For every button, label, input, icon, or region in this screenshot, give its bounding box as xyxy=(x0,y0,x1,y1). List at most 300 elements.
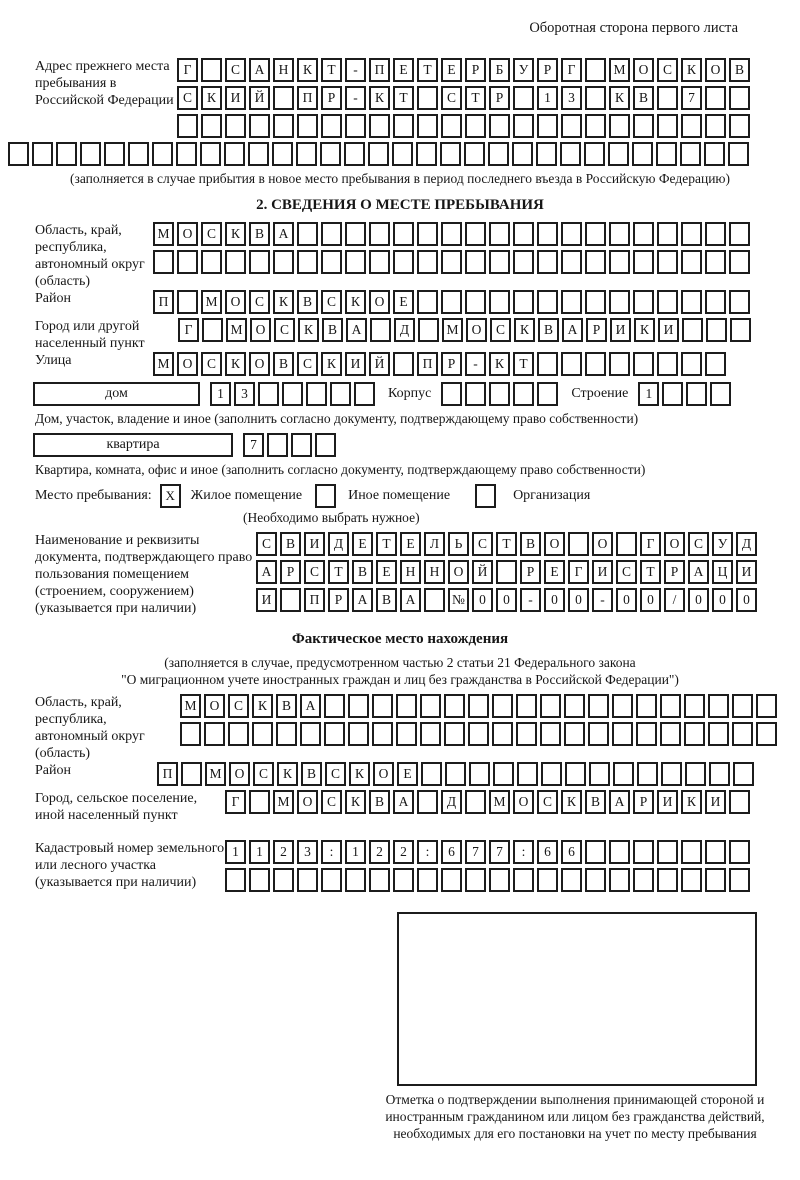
char-cell[interactable] xyxy=(249,868,270,892)
char-cell[interactable]: 1 xyxy=(537,86,558,110)
char-cell[interactable] xyxy=(489,222,510,246)
char-cell[interactable]: 2 xyxy=(393,840,414,864)
char-cell[interactable]: 1 xyxy=(638,382,659,406)
char-cell[interactable]: 6 xyxy=(441,840,462,864)
char-cell[interactable] xyxy=(420,694,441,718)
char-cell[interactable]: В xyxy=(280,532,301,556)
char-cell[interactable] xyxy=(369,868,390,892)
char-cell[interactable]: О xyxy=(592,532,613,556)
char-cell[interactable] xyxy=(633,352,654,376)
char-cell[interactable] xyxy=(372,722,393,746)
checkbox-other-premises[interactable] xyxy=(315,484,336,508)
char-cell[interactable]: Е xyxy=(376,560,397,584)
char-cell[interactable] xyxy=(321,114,342,138)
char-cell[interactable] xyxy=(345,868,366,892)
char-cell[interactable] xyxy=(684,722,705,746)
char-cell[interactable]: А xyxy=(609,790,630,814)
char-cell[interactable] xyxy=(249,790,270,814)
char-cell[interactable]: О xyxy=(250,318,271,342)
char-cell[interactable]: Р xyxy=(328,588,349,612)
char-cell[interactable]: 1 xyxy=(345,840,366,864)
char-cell[interactable]: В xyxy=(322,318,343,342)
char-cell[interactable]: О xyxy=(664,532,685,556)
char-cell[interactable] xyxy=(372,694,393,718)
char-cell[interactable]: С xyxy=(201,222,222,246)
char-cell[interactable] xyxy=(565,762,586,786)
char-cell[interactable] xyxy=(705,290,726,314)
char-cell[interactable]: Й xyxy=(472,560,493,584)
char-cell[interactable]: О xyxy=(448,560,469,584)
char-cell[interactable]: 1 xyxy=(210,382,231,406)
char-cell[interactable]: К xyxy=(489,352,510,376)
char-cell[interactable]: К xyxy=(277,762,298,786)
char-cell[interactable]: 0 xyxy=(472,588,493,612)
char-cell[interactable]: О xyxy=(466,318,487,342)
char-cell[interactable] xyxy=(633,840,654,864)
char-cell[interactable]: С xyxy=(201,352,222,376)
char-cell[interactable]: С xyxy=(688,532,709,556)
char-cell[interactable]: С xyxy=(321,290,342,314)
char-cell[interactable]: 0 xyxy=(640,588,661,612)
char-cell[interactable] xyxy=(564,722,585,746)
char-cell[interactable] xyxy=(633,222,654,246)
char-cell[interactable]: М xyxy=(226,318,247,342)
char-cell[interactable] xyxy=(633,250,654,274)
char-cell[interactable] xyxy=(417,868,438,892)
char-cell[interactable] xyxy=(469,762,490,786)
char-cell[interactable] xyxy=(616,532,637,556)
char-cell[interactable] xyxy=(705,86,726,110)
char-cell[interactable]: С xyxy=(228,694,249,718)
char-cell[interactable] xyxy=(276,722,297,746)
char-cell[interactable] xyxy=(128,142,149,166)
char-cell[interactable] xyxy=(421,762,442,786)
char-cell[interactable] xyxy=(561,114,582,138)
char-cell[interactable]: Р xyxy=(489,86,510,110)
char-cell[interactable]: : xyxy=(417,840,438,864)
char-cell[interactable]: Р xyxy=(586,318,607,342)
char-cell[interactable]: Т xyxy=(328,560,349,584)
char-cell[interactable] xyxy=(417,114,438,138)
char-cell[interactable] xyxy=(441,868,462,892)
char-cell[interactable]: К xyxy=(345,290,366,314)
char-cell[interactable] xyxy=(537,382,558,406)
char-cell[interactable] xyxy=(657,250,678,274)
char-cell[interactable]: М xyxy=(442,318,463,342)
char-cell[interactable] xyxy=(732,722,753,746)
char-cell[interactable]: Т xyxy=(417,58,438,82)
char-cell[interactable]: 3 xyxy=(561,86,582,110)
char-cell[interactable] xyxy=(249,250,270,274)
char-cell[interactable] xyxy=(465,222,486,246)
char-cell[interactable] xyxy=(513,250,534,274)
char-cell[interactable] xyxy=(181,762,202,786)
char-cell[interactable] xyxy=(585,840,606,864)
char-cell[interactable] xyxy=(609,114,630,138)
char-cell[interactable] xyxy=(177,290,198,314)
char-cell[interactable]: И xyxy=(225,86,246,110)
char-cell[interactable]: 7 xyxy=(681,86,702,110)
char-cell[interactable]: И xyxy=(736,560,757,584)
char-cell[interactable]: К xyxy=(225,352,246,376)
char-cell[interactable] xyxy=(417,222,438,246)
char-cell[interactable] xyxy=(681,114,702,138)
char-cell[interactable]: Т xyxy=(321,58,342,82)
char-cell[interactable] xyxy=(348,722,369,746)
char-cell[interactable] xyxy=(393,250,414,274)
char-cell[interactable]: С xyxy=(321,790,342,814)
char-cell[interactable] xyxy=(729,222,750,246)
char-cell[interactable] xyxy=(345,114,366,138)
char-cell[interactable] xyxy=(657,114,678,138)
char-cell[interactable] xyxy=(444,722,465,746)
char-cell[interactable] xyxy=(465,290,486,314)
char-cell[interactable]: П xyxy=(417,352,438,376)
char-cell[interactable] xyxy=(568,532,589,556)
char-cell[interactable]: А xyxy=(688,560,709,584)
char-cell[interactable] xyxy=(588,722,609,746)
char-cell[interactable]: С xyxy=(225,58,246,82)
char-cell[interactable]: В xyxy=(520,532,541,556)
char-cell[interactable]: И xyxy=(345,352,366,376)
char-cell[interactable] xyxy=(656,142,677,166)
char-cell[interactable]: К xyxy=(321,352,342,376)
char-cell[interactable] xyxy=(708,694,729,718)
char-cell[interactable] xyxy=(201,114,222,138)
char-cell[interactable]: Р xyxy=(664,560,685,584)
char-cell[interactable]: В xyxy=(276,694,297,718)
char-cell[interactable]: Ь xyxy=(448,532,469,556)
char-cell[interactable] xyxy=(225,868,246,892)
char-cell[interactable]: Е xyxy=(400,532,421,556)
char-cell[interactable] xyxy=(368,142,389,166)
char-cell[interactable] xyxy=(686,382,707,406)
char-cell[interactable] xyxy=(537,868,558,892)
char-cell[interactable]: М xyxy=(609,58,630,82)
char-cell[interactable] xyxy=(417,86,438,110)
char-cell[interactable]: С xyxy=(304,560,325,584)
char-cell[interactable] xyxy=(661,762,682,786)
char-cell[interactable] xyxy=(441,114,462,138)
char-cell[interactable] xyxy=(204,722,225,746)
char-cell[interactable] xyxy=(321,250,342,274)
char-cell[interactable]: В xyxy=(297,290,318,314)
char-cell[interactable] xyxy=(348,694,369,718)
char-cell[interactable]: М xyxy=(273,790,294,814)
char-cell[interactable] xyxy=(393,352,414,376)
char-cell[interactable]: В xyxy=(301,762,322,786)
char-cell[interactable]: К xyxy=(273,290,294,314)
char-cell[interactable] xyxy=(681,840,702,864)
char-cell[interactable]: Р xyxy=(321,86,342,110)
char-cell[interactable] xyxy=(633,114,654,138)
char-cell[interactable]: А xyxy=(346,318,367,342)
char-cell[interactable]: Г xyxy=(177,58,198,82)
char-cell[interactable] xyxy=(517,762,538,786)
char-cell[interactable]: К xyxy=(609,86,630,110)
char-cell[interactable]: А xyxy=(352,588,373,612)
char-cell[interactable] xyxy=(420,722,441,746)
char-cell[interactable] xyxy=(728,142,749,166)
char-cell[interactable] xyxy=(417,290,438,314)
char-cell[interactable]: М xyxy=(489,790,510,814)
char-cell[interactable] xyxy=(660,722,681,746)
char-cell[interactable]: Д xyxy=(328,532,349,556)
char-cell[interactable] xyxy=(8,142,29,166)
char-cell[interactable]: Т xyxy=(465,86,486,110)
char-cell[interactable] xyxy=(710,382,731,406)
char-cell[interactable]: А xyxy=(562,318,583,342)
char-cell[interactable] xyxy=(708,722,729,746)
char-cell[interactable]: Т xyxy=(393,86,414,110)
char-cell[interactable]: С xyxy=(274,318,295,342)
char-cell[interactable]: 1 xyxy=(249,840,270,864)
char-cell[interactable] xyxy=(369,222,390,246)
char-cell[interactable] xyxy=(224,142,245,166)
char-cell[interactable]: Е xyxy=(544,560,565,584)
char-cell[interactable] xyxy=(561,250,582,274)
char-cell[interactable] xyxy=(705,222,726,246)
char-cell[interactable]: В xyxy=(352,560,373,584)
char-cell[interactable] xyxy=(489,382,510,406)
char-cell[interactable]: Е xyxy=(393,290,414,314)
char-cell[interactable] xyxy=(465,790,486,814)
char-cell[interactable] xyxy=(444,694,465,718)
char-cell[interactable] xyxy=(252,722,273,746)
char-cell[interactable] xyxy=(705,114,726,138)
char-cell[interactable] xyxy=(585,222,606,246)
char-cell[interactable] xyxy=(540,694,561,718)
char-cell[interactable] xyxy=(441,290,462,314)
char-cell[interactable] xyxy=(585,290,606,314)
char-cell[interactable] xyxy=(296,142,317,166)
char-cell[interactable] xyxy=(315,433,336,457)
char-cell[interactable]: О xyxy=(544,532,565,556)
char-cell[interactable]: О xyxy=(705,58,726,82)
char-cell[interactable]: Р xyxy=(280,560,301,584)
char-cell[interactable]: Г xyxy=(561,58,582,82)
char-cell[interactable] xyxy=(354,382,375,406)
char-cell[interactable]: И xyxy=(705,790,726,814)
char-cell[interactable]: 2 xyxy=(273,840,294,864)
char-cell[interactable] xyxy=(681,290,702,314)
char-cell[interactable] xyxy=(272,142,293,166)
char-cell[interactable]: А xyxy=(400,588,421,612)
char-cell[interactable] xyxy=(660,694,681,718)
char-cell[interactable] xyxy=(258,382,279,406)
char-cell[interactable]: С xyxy=(253,762,274,786)
char-cell[interactable]: Т xyxy=(640,560,661,584)
char-cell[interactable] xyxy=(465,114,486,138)
checkbox-residential-premises[interactable]: X xyxy=(160,484,181,508)
char-cell[interactable] xyxy=(291,433,312,457)
char-cell[interactable] xyxy=(201,250,222,274)
char-cell[interactable] xyxy=(513,114,534,138)
char-cell[interactable] xyxy=(561,352,582,376)
char-cell[interactable]: А xyxy=(249,58,270,82)
char-cell[interactable]: Д xyxy=(394,318,415,342)
char-cell[interactable] xyxy=(681,222,702,246)
char-cell[interactable]: К xyxy=(252,694,273,718)
char-cell[interactable] xyxy=(441,250,462,274)
char-cell[interactable]: И xyxy=(304,532,325,556)
char-cell[interactable] xyxy=(681,352,702,376)
char-cell[interactable] xyxy=(320,142,341,166)
char-cell[interactable] xyxy=(732,694,753,718)
char-cell[interactable] xyxy=(564,694,585,718)
char-cell[interactable]: 7 xyxy=(465,840,486,864)
char-cell[interactable] xyxy=(344,142,365,166)
char-cell[interactable] xyxy=(680,142,701,166)
char-cell[interactable]: К xyxy=(681,58,702,82)
char-cell[interactable] xyxy=(609,222,630,246)
char-cell[interactable] xyxy=(153,250,174,274)
char-cell[interactable]: О xyxy=(249,352,270,376)
char-cell[interactable] xyxy=(585,868,606,892)
char-cell[interactable]: Д xyxy=(736,532,757,556)
char-cell[interactable]: О xyxy=(177,222,198,246)
char-cell[interactable]: Р xyxy=(537,58,558,82)
char-cell[interactable]: 0 xyxy=(568,588,589,612)
char-cell[interactable]: А xyxy=(273,222,294,246)
char-cell[interactable] xyxy=(176,142,197,166)
char-cell[interactable] xyxy=(609,290,630,314)
checkbox-organization[interactable] xyxy=(475,484,496,508)
char-cell[interactable] xyxy=(441,222,462,246)
char-cell[interactable] xyxy=(537,222,558,246)
char-cell[interactable]: 6 xyxy=(537,840,558,864)
char-cell[interactable]: П xyxy=(297,86,318,110)
char-cell[interactable] xyxy=(561,222,582,246)
char-cell[interactable]: К xyxy=(561,790,582,814)
char-cell[interactable] xyxy=(705,868,726,892)
char-cell[interactable] xyxy=(560,142,581,166)
char-cell[interactable] xyxy=(465,868,486,892)
char-cell[interactable] xyxy=(657,840,678,864)
char-cell[interactable] xyxy=(492,722,513,746)
char-cell[interactable] xyxy=(152,142,173,166)
char-cell[interactable] xyxy=(540,722,561,746)
char-cell[interactable] xyxy=(280,588,301,612)
char-cell[interactable]: М xyxy=(205,762,226,786)
char-cell[interactable] xyxy=(393,222,414,246)
char-cell[interactable] xyxy=(225,250,246,274)
char-cell[interactable] xyxy=(585,86,606,110)
char-cell[interactable] xyxy=(273,86,294,110)
char-cell[interactable]: К xyxy=(681,790,702,814)
char-cell[interactable] xyxy=(464,142,485,166)
char-cell[interactable]: К xyxy=(298,318,319,342)
char-cell[interactable] xyxy=(729,290,750,314)
char-cell[interactable]: К xyxy=(297,58,318,82)
char-cell[interactable]: К xyxy=(225,222,246,246)
char-cell[interactable]: О xyxy=(513,790,534,814)
char-cell[interactable]: Г xyxy=(178,318,199,342)
char-cell[interactable] xyxy=(609,840,630,864)
char-cell[interactable] xyxy=(537,352,558,376)
char-cell[interactable]: К xyxy=(634,318,655,342)
char-cell[interactable] xyxy=(684,694,705,718)
char-cell[interactable] xyxy=(657,86,678,110)
char-cell[interactable]: Е xyxy=(393,58,414,82)
char-cell[interactable] xyxy=(657,222,678,246)
char-cell[interactable]: Г xyxy=(640,532,661,556)
char-cell[interactable] xyxy=(705,250,726,274)
char-cell[interactable]: И xyxy=(657,790,678,814)
char-cell[interactable] xyxy=(345,222,366,246)
char-cell[interactable] xyxy=(468,694,489,718)
char-cell[interactable]: С xyxy=(472,532,493,556)
char-cell[interactable]: 6 xyxy=(561,840,582,864)
char-cell[interactable] xyxy=(56,142,77,166)
char-cell[interactable]: О xyxy=(229,762,250,786)
char-cell[interactable] xyxy=(496,560,517,584)
char-cell[interactable] xyxy=(729,250,750,274)
char-cell[interactable]: К xyxy=(345,790,366,814)
char-cell[interactable]: Е xyxy=(352,532,373,556)
char-cell[interactable]: Р xyxy=(520,560,541,584)
char-cell[interactable] xyxy=(445,762,466,786)
char-cell[interactable] xyxy=(585,58,606,82)
char-cell[interactable] xyxy=(608,142,629,166)
char-cell[interactable] xyxy=(300,722,321,746)
char-cell[interactable]: М xyxy=(153,352,174,376)
char-cell[interactable] xyxy=(267,433,288,457)
char-cell[interactable]: 0 xyxy=(544,588,565,612)
char-cell[interactable]: М xyxy=(180,694,201,718)
char-cell[interactable] xyxy=(729,840,750,864)
char-cell[interactable]: К xyxy=(201,86,222,110)
char-cell[interactable]: Й xyxy=(369,352,390,376)
char-cell[interactable] xyxy=(297,868,318,892)
char-cell[interactable]: / xyxy=(664,588,685,612)
char-cell[interactable] xyxy=(681,250,702,274)
char-cell[interactable] xyxy=(729,868,750,892)
char-cell[interactable] xyxy=(704,142,725,166)
char-cell[interactable]: Г xyxy=(225,790,246,814)
char-cell[interactable] xyxy=(609,352,630,376)
char-cell[interactable]: О xyxy=(177,352,198,376)
char-cell[interactable] xyxy=(682,318,703,342)
char-cell[interactable] xyxy=(705,352,726,376)
char-cell[interactable] xyxy=(202,318,223,342)
char-cell[interactable]: Н xyxy=(273,58,294,82)
char-cell[interactable] xyxy=(662,382,683,406)
char-cell[interactable]: Р xyxy=(633,790,654,814)
char-cell[interactable] xyxy=(729,114,750,138)
char-cell[interactable] xyxy=(609,250,630,274)
char-cell[interactable] xyxy=(512,142,533,166)
char-cell[interactable] xyxy=(177,114,198,138)
char-cell[interactable]: О xyxy=(369,290,390,314)
char-cell[interactable]: 3 xyxy=(234,382,255,406)
char-cell[interactable] xyxy=(561,290,582,314)
char-cell[interactable]: - xyxy=(592,588,613,612)
char-cell[interactable] xyxy=(492,694,513,718)
char-cell[interactable] xyxy=(273,868,294,892)
char-cell[interactable] xyxy=(536,142,557,166)
char-cell[interactable]: У xyxy=(712,532,733,556)
char-cell[interactable]: № xyxy=(448,588,469,612)
char-cell[interactable] xyxy=(392,142,413,166)
char-cell[interactable]: С xyxy=(537,790,558,814)
char-cell[interactable]: В xyxy=(729,58,750,82)
char-cell[interactable] xyxy=(180,722,201,746)
char-cell[interactable]: К xyxy=(349,762,370,786)
char-cell[interactable] xyxy=(489,868,510,892)
char-cell[interactable]: 0 xyxy=(616,588,637,612)
char-cell[interactable]: П xyxy=(157,762,178,786)
